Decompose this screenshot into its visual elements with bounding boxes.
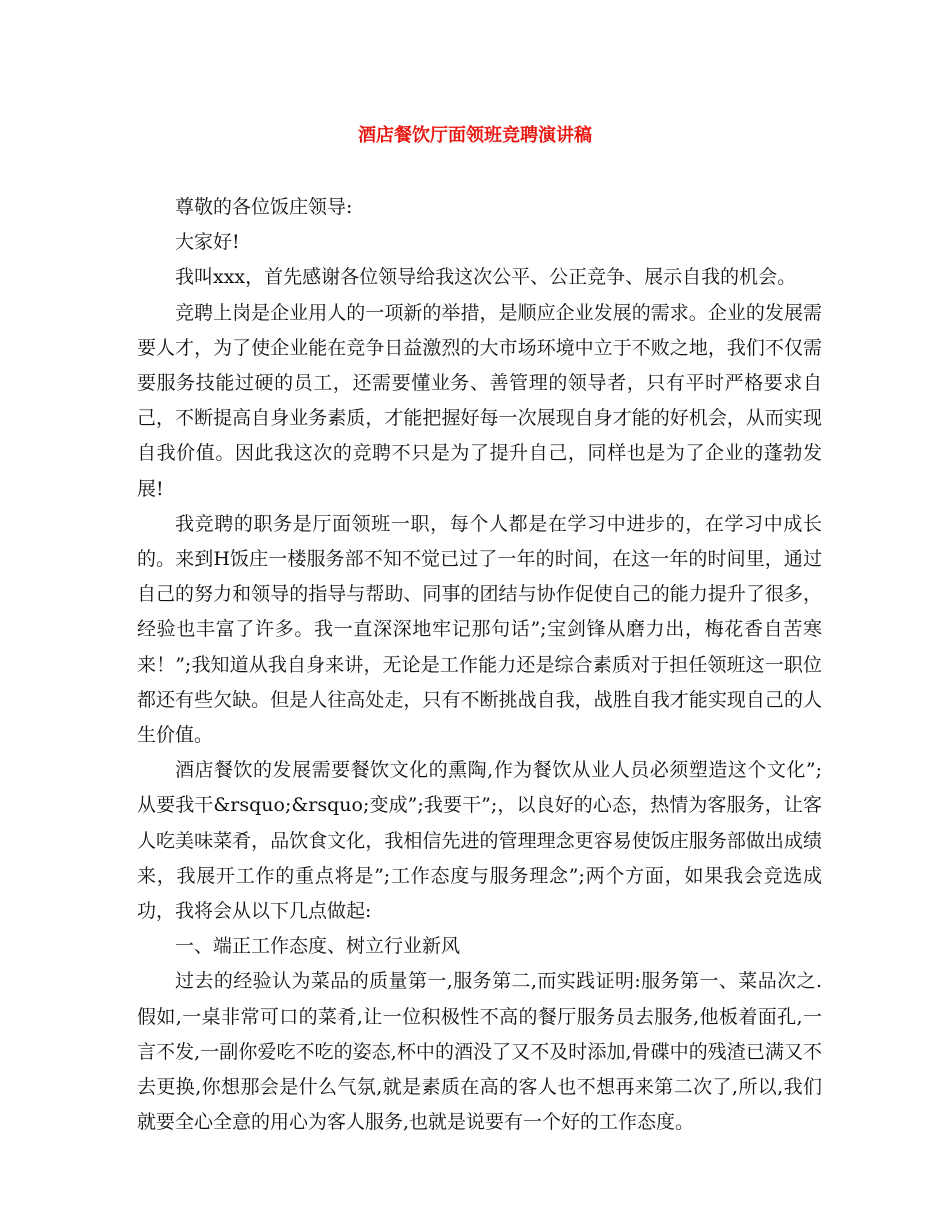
body-paragraph: 竞聘上岗是企业用人的一项新的举措，是顺应企业发展的需求。企业的发展需要人才，为了使企业能在竞争日益激烈的大市场环境中立于不败之地，我们不仅需要服务技能过硬的员工，还需要懂业务、善管理的领导者，只有平时严格要求自己，不断提高自身业务素质，才能把握好每一次展现自身才能的好机会，从而实现自我价值。因此我这次的竞聘不只是为了提升自己，同样也是为了企业的蓬勃发展! (137, 301, 822, 500)
body-paragraph: 我竞聘的职务是厅面领班一职，每个人都是在学习中进步的，在学习中成长的。来到H饭庄一楼服务部不知不觉已过了一年的时间，在这一年的时间里，通过自己的努力和领导的指导与帮助、同事的团结与协作促使自己的能力提升了很多，经验也丰富了许多。我一直深深地牢记那句话”;宝剑锋从磨力出，梅花香自苦寒来！”;我知道从我自身来讲，无论是工作能力还是综合素质对于担任领班这一职位都还有些欠缺。但是人往高处走，只有不断挑战自我，战胜自我才能实现自己的人生价值。 (137, 512, 822, 747)
body-paragraph: 我叫xxx，首先感谢各位领导给我这次公平、公正竞争、展示自我的机会。 (175, 266, 797, 289)
greeting: 大家好! (175, 231, 240, 254)
document-title: 酒店餐饮厅面领班竞聘演讲稿 (358, 125, 592, 146)
salutation: 尊敬的各位饭庄领导: (175, 196, 353, 218)
body-paragraph: 酒店餐饮的发展需要餐饮文化的熏陶,作为餐饮从业人员必须塑造这个文化”;从要我干&rsquo;&rsquo;变成”;我要干”;，以良好的心态，热情为客服务，让客人吃美味菜肴，品饮食文化，我相信先进的管理理念更容易使饭庄服务部做出成绩来，我展开工作的重点将是”;工作态度与服务理念”;两个方面，如果我会竞选成功，我将会从以下几点做起: (137, 759, 822, 923)
document-body (137, 190, 822, 1140)
section-heading: 一、端正工作态度、树立行业新风 (175, 935, 461, 958)
body-paragraph: 过去的经验认为菜品的质量第一,服务第二,而实践证明:服务第一、菜品次之.假如,一桌非常可口的菜肴,让一位积极性不高的餐厅服务员去服务,他板着面孔,一言不发,一副你爱吃不吃的姿态,杯中的酒没了又不及时添加,骨碟中的残渣已满又不去更换,你想那会是什么气氛,就是素质在高的客人也不想再来第二次了,所以,我们就要全心全意的用心为客人服务,也就是说要有一个好的工作态度。 (137, 970, 822, 1134)
